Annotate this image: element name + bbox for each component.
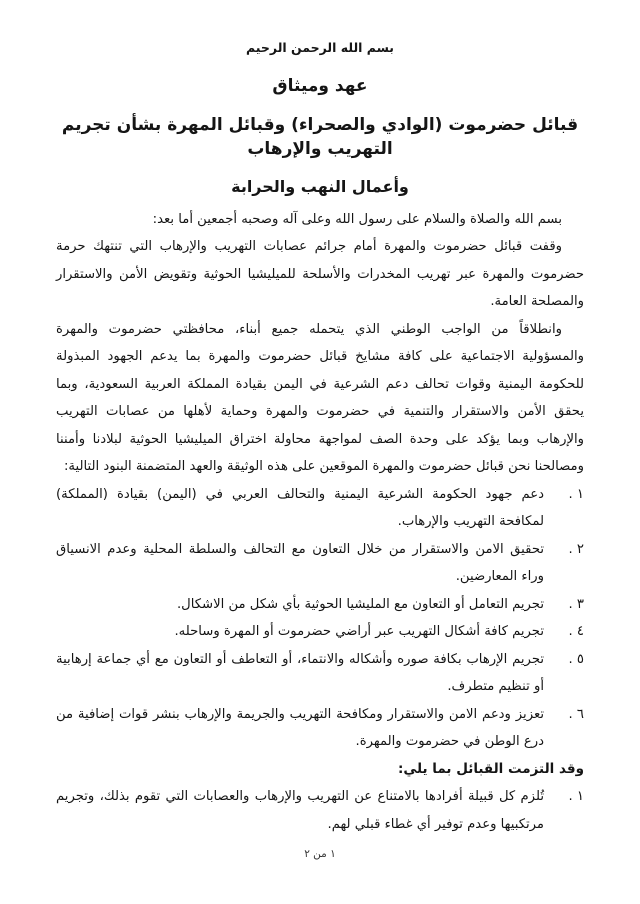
clause-item-4 [56, 618, 584, 646]
clause-number: ٥ . [568, 651, 584, 667]
preamble-paragraph-2: وانطلاقاً من الواجب الوطني الذي يتحمله جميع أبناء، محافظتي حضرموت والمهرة والمسؤولية الاجتماعية على كافة مشايخ قبائل حضرموت والمهرة بما يدعم الجهود المبذولة للحكومة اليمنية وقوات تحالف دعم الشرعية في اليمن بقيادة المملكة العربية السعودية، وبما يحقق الأمن والاستقرار والتنمية في حضرموت والمهرة وحماية لأهلها من عصابات التهريب والإرهاب وبما يؤكد على وحدة الصف لمواجهة محاولة اختراق الميليشيا الحوثية لبلادنا وأمننا ومصالحنا نحن قبائل حضرموت والمهرة الموقعين على هذه الوثيقة والعهد المتضمنة البنود التالية: [56, 321, 584, 474]
clause-item-3 [56, 591, 584, 619]
commitments-list [56, 783, 584, 838]
document-header [56, 40, 584, 196]
clause-text: دعم جهود الحكومة الشرعية اليمنية والتحالف العربي في (اليمن) بقيادة (المملكة) لمكافحة التهريب والإرهاب. [56, 486, 544, 529]
page-number: ١ من ٢ [304, 848, 336, 860]
clause-text: تحقيق الامن والاستقرار من خلال التعاون مع التحالف والسلطة المحلية وعدم الانسياق وراء المعارضين. [56, 541, 544, 584]
commitments-heading: وقد التزمت القبائل بما يلي: [397, 760, 584, 777]
clause-text: تعزيز ودعم الامن والاستقرار ومكافحة التهريب والجريمة والإرهاب بنشر قوات إضافية من درع الوطن في حضرموت والمهرة. [56, 706, 544, 749]
commitment-item-1 [56, 783, 584, 838]
clause-number: ٢ . [568, 541, 584, 557]
clause-item-1 [56, 481, 584, 536]
clause-number: ٤ . [568, 624, 584, 639]
salutation-line: بسم الله والصلاة والسلام على رسول الله وعلى آله وصحبه أجمعين أما بعد: [152, 212, 562, 227]
clause-text: تجريم الإرهاب بكافة صوره وأشكاله والانتماء، أو التعاطف أو التعاون مع أي جماعة إرهابية أو تنظيم متطرف. [56, 651, 544, 694]
document-subtitle-2: وأعمال النهب والحرابة [231, 177, 409, 196]
basmala-line: بسم الله الرحمن الرحيم [246, 40, 394, 55]
document-body [56, 206, 584, 838]
document-title: عهد وميثاق [272, 76, 368, 96]
clause-text: تُلزم كل قبيلة أفرادها بالامتناع عن التهريب والإرهاب والعصابات التي تقوم بذلك، وتجريم مرتكبيها وعدم توفير أي غطاء قبلي لهم. [56, 789, 544, 832]
clause-number: ١ . [568, 486, 584, 502]
clause-number: ١ . [568, 789, 584, 804]
clauses-list [56, 481, 584, 756]
clause-number: ٦ . [568, 706, 584, 722]
document-subtitle: قبائل حضرموت (الوادي والصحراء) وقبائل المهرة بشأن تجريم التهريب والإرهاب [61, 115, 579, 159]
clause-item-2 [56, 536, 584, 591]
clause-item-5 [56, 646, 584, 701]
preamble-paragraph-1: وقفت قبائل حضرموت والمهرة أمام جرائم عصابات التهريب والإرهاب التي تنتهك حرمة حضرموت والمهرة عبر تهريب المخدرات والأسلحة للميليشيا الحوثية وتقويض الأمن والاستقرار والمصلحة العامة. [56, 239, 584, 309]
clause-text: تجريم التعامل أو التعاون مع المليشيا الحوثية بأي شكل من الاشكال. [176, 596, 544, 612]
clause-text: تجريم كافة أشكال التهريب عبر أراضي حضرموت أو المهرة وساحله. [174, 624, 544, 639]
clause-item-6 [56, 701, 584, 756]
clause-number: ٣ . [568, 596, 584, 612]
